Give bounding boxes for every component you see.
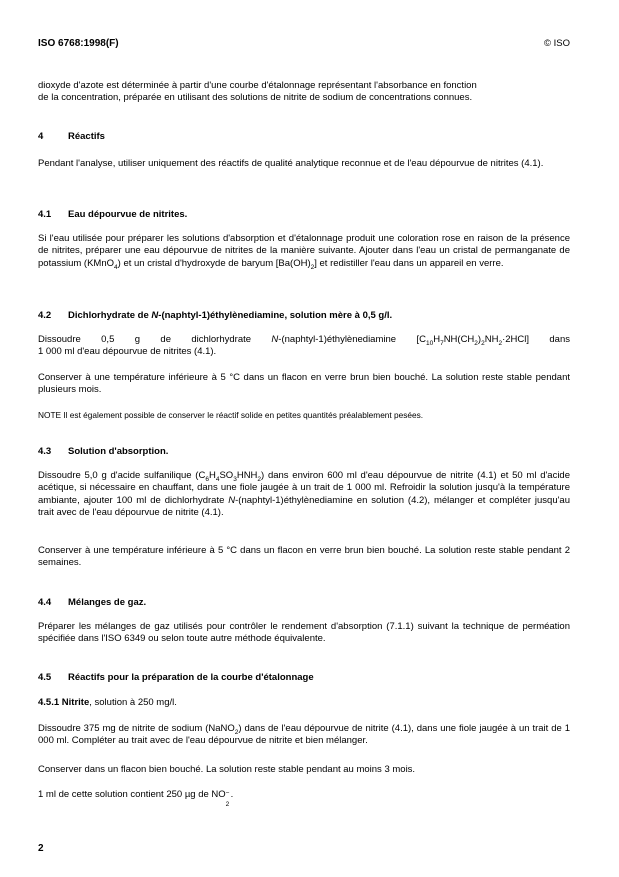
section-4-1-paragraph: Si l'eau utilisée pour préparer les solutions d'absorption et d'étalonnage produit une coloration rose en raison de la présence de nitrites, préparer une eau dépourvue de nitrites de la manière suivante. Ajouter dans l'eau un cristal de permanganate de potassium (KMnO$_4$) et un cristal d'hydroxyde de baryum $[Ba(OH)_2]$ et redistiller l'eau dans un appareil en verre. xyxy=(38,233,570,271)
section-4-4-heading: 4.4 Mélanges de gaz. xyxy=(38,597,147,608)
section-4-heading: 4 Réactifs xyxy=(38,131,105,142)
section-4-5-1-paragraph-2: Conserver dans un flacon bien bouché. La solution reste stable pendant au moins 3 mois. xyxy=(38,764,416,775)
section-4-3-paragraph-1: Dissoudre 5,0 g d'acide sulfanilique $(C_6H_4SO_3HNH_2)$ dans environ 600 ml d'eau dépourvue de nitrite (4.1) et 50 ml d'acide acétique, si nécessaire en chauffant, dans une fiole jaugée à un trait de 1 000 ml. Refroidir la solution jusqu'à la température ambiante, ajouter 100 ml de dichlorhydrate N-(naphtyl-1)éthylènediamine en solution (4.2), mélanger et compléter jusqu'au trait avec de l'eau dépourvue de nitrite (4.1). xyxy=(38,470,570,519)
section-4-5-1-heading: 4.5.1 Nitrite, solution à 250 mg/l. xyxy=(38,697,177,708)
section-4-2-paragraph-1: Dissoudre 0,5 g de dichlorhydrate N-(naphtyl-1)éthylènediamine $[C_{10}H_7NH(CH_2)_2NH_2\cdot 2HCl]$ dans xyxy=(38,334,570,347)
section-4-2-paragraph-2: Conserver à une température inférieure à 5 °C dans un flacon en verre brun bien bouché. La solution reste stable pendant plusieurs mois. xyxy=(38,372,570,396)
section-4-5-1-paragraph-1: Dissoudre 375 mg de nitrite de sodium (NaNO$_2$) dans de l'eau dépourvue de nitrite (4.1), dans une fiole jaugée à un trait de 1 000 ml. Compléter au trait avec de l'eau dépourvue de nitrite et bien mélanger. xyxy=(38,723,570,747)
section-4-5-heading: 4.5 Réactifs pour la préparation de la courbe d'étalonnage xyxy=(38,672,314,683)
intro-paragraph xyxy=(38,80,570,105)
page-number: 2 xyxy=(38,843,44,854)
section-4-5-1-paragraph-3: 1 ml de cette solution contient 250 µg de NO − 2 . xyxy=(38,789,234,808)
document-id: ISO 6768:1998(F) xyxy=(38,38,119,49)
copyright: © ISO xyxy=(543,38,570,49)
intro-line: de la concentration, préparée en utilisant des solutions de nitrite de sodium de concentrations connues. xyxy=(38,92,473,104)
note: NOTE Il est également possible de conserver le réactif solide en petites quantités préalablement pesées. xyxy=(38,410,424,420)
intro-line: dioxyde d'azote est déterminée à partir d'une courbe d'étalonnage représentant l'absorbance en fonction xyxy=(38,80,477,91)
section-4-3-heading: 4.3 Solution d'absorption. xyxy=(38,446,169,457)
section-4-3-paragraph-2: Conserver à une température inférieure à 5 °C dans un flacon en verre brun bien bouché. La solution reste stable pendant 2 semaines. xyxy=(38,545,570,569)
section-4-paragraph: Pendant l'analyse, utiliser uniquement des réactifs de qualité analytique reconnue et de l'eau dépourvue de nitrites (4.1). xyxy=(38,158,544,169)
section-4-2-heading: 4.2 Dichlorhydrate de N-(naphtyl-1)éthylènediamine, solution mère à 0,5 g/l. xyxy=(38,310,393,321)
section-4-2-paragraph-1-cont: 1 000 ml d'eau dépourvue de nitrites (4.1). xyxy=(38,346,217,357)
section-4-1-heading: 4.1 Eau dépourvue de nitrites. xyxy=(38,209,188,220)
section-4-4-paragraph: Préparer les mélanges de gaz utilisés pour contrôler le rendement d'absorption (7.1.1) suivant la technique de perméation spécifiée dans l'ISO 6349 ou selon toute autre méthode équivalente. xyxy=(38,621,570,645)
